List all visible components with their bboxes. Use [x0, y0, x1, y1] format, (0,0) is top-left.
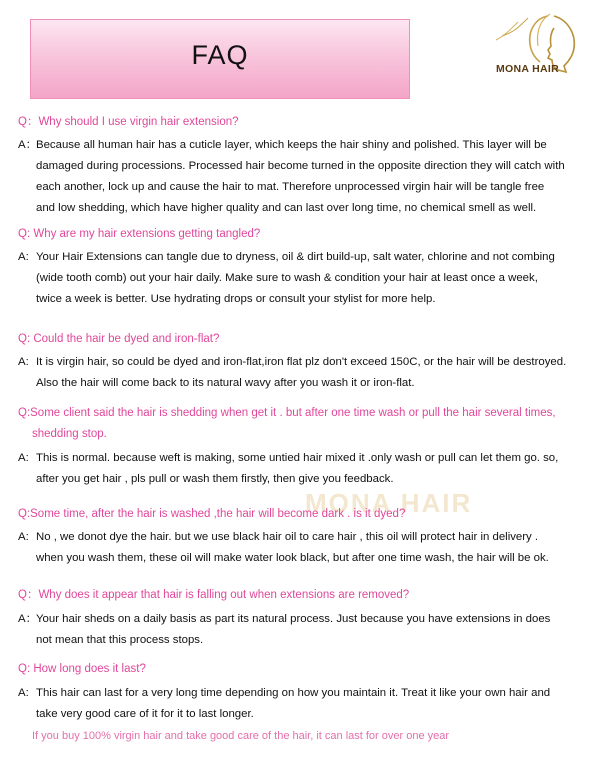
answer-lead: A： — [18, 613, 37, 625]
answer-line: No , we donot dye the hair. but we use black hair oil to care hair , this oil will protect hair in delivery . — [36, 531, 539, 543]
faq-question: Q:Some time, after the hair is washed ,the hair will become dark . is it dyed? — [18, 508, 406, 520]
answer-line: twice a week is better. Use hydrating drops or consult your stylist for more help. — [36, 293, 436, 305]
answer-line: Also the hair will come back to its natural wavy after you wash it or iron-flat. — [36, 377, 415, 389]
answer-line: after you get hair , pls pull or wash them firstly, then give you feedback. — [36, 473, 394, 485]
answer-line: not mean that this process stops. — [36, 634, 204, 646]
answer-line: take very good care of it for it to last longer. — [36, 708, 254, 720]
faq-answer — [18, 135, 592, 219]
faq-item-1 — [18, 114, 592, 219]
faq-item-7 — [18, 661, 592, 744]
answer-line: Your Hair Extensions can tangle due to dryness, oil & dirt build-up, salt water, chlorine and not combing — [36, 251, 555, 263]
faq-question-cont: shedding stop. — [32, 428, 107, 440]
faq-question: Q: How long does it last? — [18, 663, 146, 675]
faq-question: Q: Could the hair be dyed and iron-flat? — [18, 333, 220, 345]
answer-lead: A: — [18, 452, 29, 464]
answer-lead: A: — [18, 531, 29, 543]
logo-text: MONA HAIR — [496, 63, 559, 75]
faq-item-5 — [18, 506, 592, 569]
faq-question: Q: Why are my hair extensions getting tangled? — [18, 228, 261, 240]
faq-answer — [18, 683, 592, 725]
answer-lead: A: — [18, 356, 29, 368]
answer-line: each another, lock up and cause the hair to mat. Therefore unprocessed virgin hair will be tangle free — [36, 181, 545, 193]
faq-question: Q：Why should I use virgin hair extension? — [18, 116, 239, 128]
faq-answer — [18, 527, 592, 569]
faq-item-6 — [18, 587, 592, 651]
faq-note: If you buy 100% virgin hair and take good care of the hair, it can last for over one year — [32, 730, 450, 742]
answer-lead: A: — [18, 251, 29, 263]
answer-line: This is normal. because weft is making, some untied hair mixed it .only wash or pull can let them go. so, — [36, 452, 559, 464]
faq-answer — [18, 609, 592, 651]
answer-lead: A： — [18, 139, 37, 151]
faq-item-4 — [18, 405, 592, 490]
faq-item-3 — [18, 331, 592, 394]
answer-line: This hair can last for a very long time depending on how you maintain it. Treat it like your own hair and — [36, 687, 551, 699]
watermark: MONA HAIR — [305, 488, 473, 518]
brand-logo — [488, 10, 588, 84]
faq-question: Q:Some client said the hair is shedding when get it . but after one time wash or pull the hair several times, — [18, 407, 556, 419]
answer-line: Because all human hair has a cuticle layer, which keeps the hair shiny and polished. This layer will be — [36, 139, 547, 151]
faq-question: Q：Why does it appear that hair is falling out when extensions are removed? — [18, 589, 410, 601]
answer-line: damaged during processions. Processed hair become turned in the opposite direction they will catch with — [36, 160, 565, 172]
answer-line: (wide tooth comb) out your hair daily. Make sure to wash & condition your hair at least once a week, — [36, 272, 538, 284]
faq-answer — [18, 448, 592, 490]
faq-answer — [18, 352, 592, 394]
faq-answer — [18, 247, 592, 310]
answer-line: when you wash them, these oil will make water look black, but after one time wash, the hair will be ok. — [36, 552, 549, 564]
answer-line: Your hair sheds on a daily basis as part its natural process. Just because you have extensions in does — [36, 613, 551, 625]
answer-lead: A: — [18, 687, 29, 699]
page-title: FAQ — [191, 40, 249, 70]
faq-item-2 — [18, 226, 592, 310]
answer-line: and low shedding, which have higher quality and can last over long time, no chemical smell as well. — [36, 202, 537, 214]
faq-banner — [30, 19, 410, 99]
answer-line: It is virgin hair, so could be dyed and iron-flat,iron flat plz don't exceed 150C, or the hair will be destroyed. — [36, 356, 567, 368]
